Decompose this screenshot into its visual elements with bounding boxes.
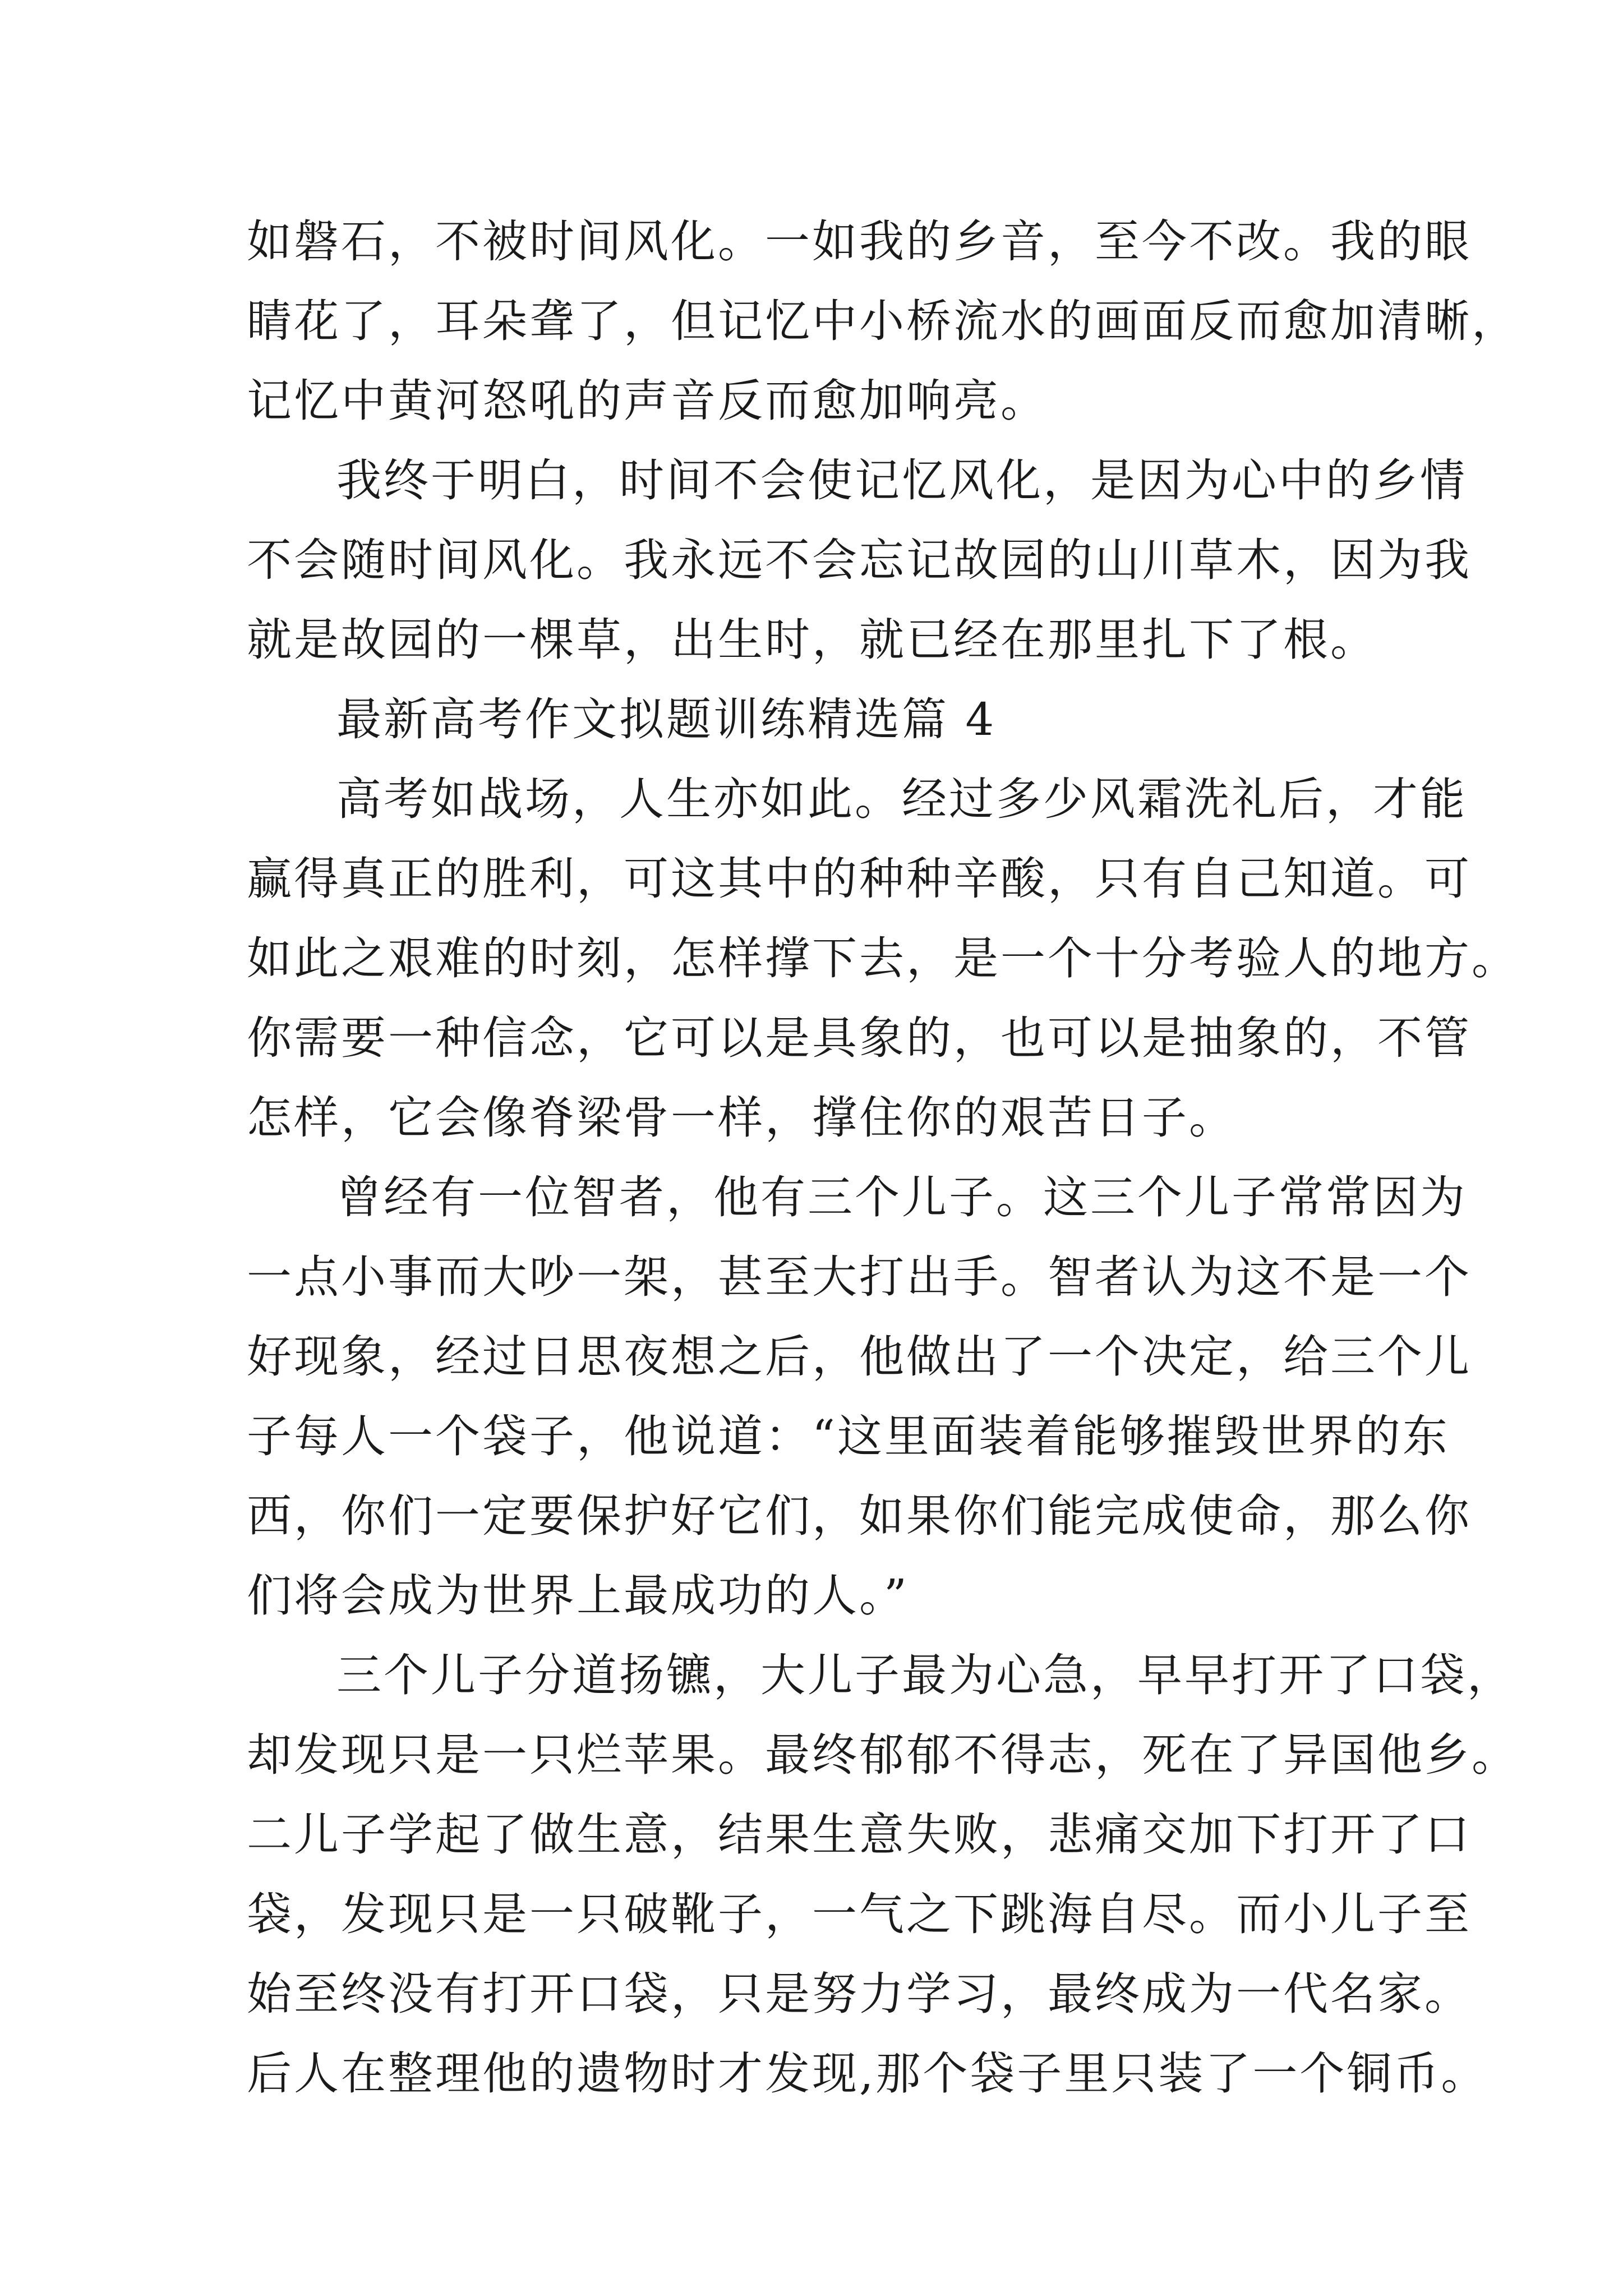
text-line: 一点小事而大吵一架，甚至大打出手。智者认为这不是一个 <box>247 1251 1472 1303</box>
text-line: 我终于明白，时间不会使记忆风化，是因为心中的乡情 <box>336 454 1467 507</box>
text-line: 如此之艰难的时刻，怎样撑下去，是一个十分考验人的地方。 <box>247 932 1519 984</box>
document-body <box>247 202 1519 2114</box>
text-line: 始至终没有打开口袋，只是努力学习，最终成为一代名家。 <box>247 1968 1472 2020</box>
text-line: 记忆中黄河怒吼的声音反而愈加响亮。 <box>247 375 1048 427</box>
text-line: 赢得真正的胜利，可这其中的种种辛酸，只有自己知道。可 <box>247 853 1472 905</box>
text-line: 子每人一个袋子，他说道：“这里面装着能够摧毁世界的东 <box>247 1410 1450 1462</box>
text-line: 袋，发现只是一只破靴子，一气之下跳海自尽。而小儿子至 <box>247 1888 1472 1940</box>
text-line: 就是故园的一棵草，出生时，就已经在那里扎下了根。 <box>247 614 1377 666</box>
paragraph-5 <box>247 1636 1519 2114</box>
text-line: 你需要一种信念，它可以是具象的，也可以是抽象的，不管 <box>247 1012 1472 1064</box>
text-line: 后人在整理他的遗物时才发现,那个袋子里只装了一个铜币。 <box>247 2047 1488 2100</box>
text-line: 们将会成为世界上最成功的人。” <box>247 1570 909 1622</box>
paragraph-2 <box>247 441 1472 680</box>
text-line: 西，你们一定要保护好它们，如果你们能完成使命，那么你 <box>247 1490 1472 1542</box>
text-line: 高考如战场，人生亦如此。经过多少风霜洗礼后，才能 <box>336 773 1467 825</box>
paragraph-1 <box>247 202 1519 441</box>
text-line: 曾经有一位智者，他有三个儿子。这三个儿子常常因为 <box>336 1171 1467 1223</box>
text-line: 却发现只是一只烂苹果。最终郁郁不得志，死在了异国他乡。 <box>247 1729 1519 1781</box>
text-line: 如磐石，不被时间风化。一如我的乡音，至今不改。我的眼 <box>247 215 1472 268</box>
paragraph-4 <box>247 1158 1472 1636</box>
text-line: 三个儿子分道扬镳，大儿子最为心急，早早打开了口袋， <box>336 1649 1514 1701</box>
text-line: 不会随时间风化。我永远不会忘记故园的山川草木，因为我 <box>247 534 1472 586</box>
text-line: 好现象，经过日思夜想之后，他做出了一个决定，给三个儿 <box>247 1331 1472 1383</box>
text-line: 怎样，它会像脊梁骨一样，撑住你的艰苦日子。 <box>247 1092 1236 1144</box>
section-heading <box>247 680 1391 760</box>
text-line: 二儿子学起了做生意，结果生意失败，悲痛交加下打开了口 <box>247 1809 1472 1861</box>
text-line: 睛花了，耳朵聋了，但记忆中小桥流水的画面反而愈加清晰， <box>247 295 1519 347</box>
heading-text: 最新高考作文拟题训练精选篇 4 <box>336 693 997 746</box>
paragraph-3 <box>247 760 1519 1158</box>
